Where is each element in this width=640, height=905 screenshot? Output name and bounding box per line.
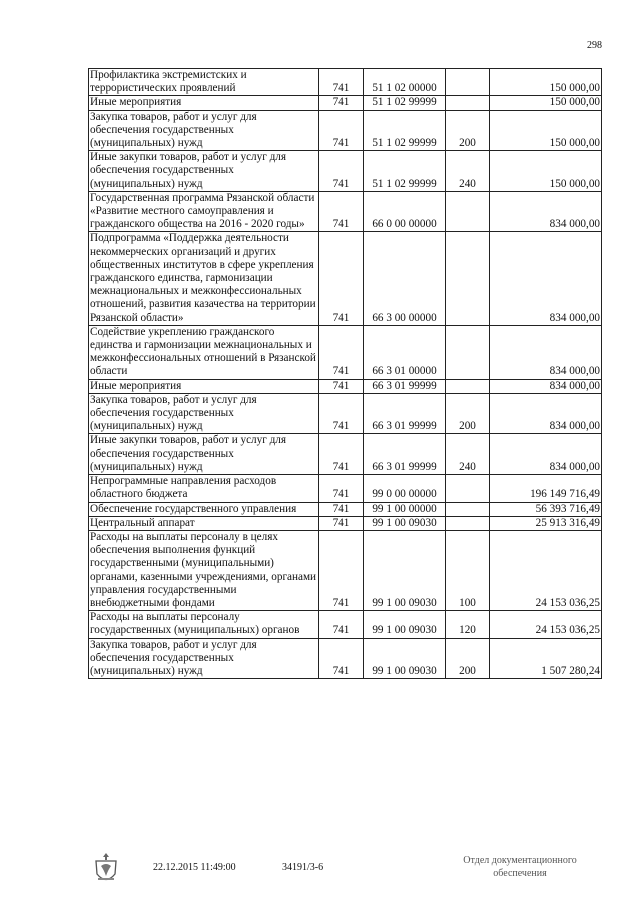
row-vr-cell [446, 475, 490, 502]
row-csr-cell: 99 0 00 00000 [364, 475, 446, 502]
row-sum-cell: 24 153 036,25 [490, 611, 602, 638]
row-vr-cell [446, 232, 490, 325]
stamp-date: 22.12.2015 11:49:00 [153, 862, 236, 873]
row-csr-cell: 66 3 01 99999 [364, 393, 446, 434]
row-code-cell: 741 [319, 110, 364, 151]
row-name-cell: Подпрограмма «Поддержка деятельности некоммерческих организаций и других общественных институтов в сфере укрепления гражданского единства, гармонизации межнациональных и межконфессиональных отношений, развития казачества на территории Рязанской области» [89, 232, 319, 325]
row-csr-cell: 99 1 00 09030 [364, 611, 446, 638]
row-code-cell: 741 [319, 151, 364, 192]
row-code-cell: 741 [319, 638, 364, 679]
table-row [89, 611, 602, 638]
row-name-cell: Иные закупки товаров, работ и услуг для обеспечения государственных (муниципальных) нужд [89, 151, 319, 192]
stamp-document-number: 34191/3-6 [282, 862, 324, 873]
department-stamp: Отдел документационного обеспечения [463, 855, 577, 879]
table-row [89, 191, 602, 232]
row-vr-cell [446, 191, 490, 232]
row-code-cell: 741 [319, 69, 364, 96]
row-name-cell: Профилактика экстремистских и террористических проявлений [89, 69, 319, 96]
row-name-cell: Центральный аппарат [89, 516, 319, 530]
row-name-cell: Иные мероприятия [89, 379, 319, 393]
row-sum-cell: 834 000,00 [490, 232, 602, 325]
table-row [89, 516, 602, 530]
row-csr-cell: 66 3 01 99999 [364, 379, 446, 393]
table-row [89, 110, 602, 151]
budget-table [88, 68, 602, 679]
row-code-cell: 741 [319, 434, 364, 475]
row-vr-cell: 100 [446, 530, 490, 610]
row-vr-cell: 240 [446, 434, 490, 475]
row-name-cell: Иные мероприятия [89, 96, 319, 110]
row-sum-cell: 24 153 036,25 [490, 530, 602, 610]
row-name-cell: Закупка товаров, работ и услуг для обеспечения государственных (муниципальных) нужд [89, 638, 319, 679]
row-code-cell: 741 [319, 516, 364, 530]
row-csr-cell: 99 1 00 09030 [364, 516, 446, 530]
row-csr-cell: 99 1 00 00000 [364, 502, 446, 516]
row-sum-cell: 834 000,00 [490, 434, 602, 475]
row-sum-cell: 150 000,00 [490, 96, 602, 110]
row-vr-cell [446, 96, 490, 110]
row-name-cell: Обеспечение государственного управления [89, 502, 319, 516]
row-name-cell: Иные закупки товаров, работ и услуг для обеспечения государственных (муниципальных) нужд [89, 434, 319, 475]
row-code-cell: 741 [319, 232, 364, 325]
row-csr-cell: 51 1 02 99999 [364, 110, 446, 151]
row-vr-cell [446, 325, 490, 379]
row-name-cell: Государственная программа Рязанской области «Развитие местного самоуправления и гражданского общества на 2016 - 2020 годы» [89, 191, 319, 232]
table-row [89, 502, 602, 516]
table-row [89, 434, 602, 475]
row-csr-cell: 99 1 00 09030 [364, 530, 446, 610]
row-csr-cell: 99 1 00 09030 [364, 638, 446, 679]
table-row [89, 232, 602, 325]
row-csr-cell: 51 1 02 99999 [364, 151, 446, 192]
row-csr-cell: 51 1 02 99999 [364, 96, 446, 110]
footer [0, 840, 640, 900]
page-number: 298 [587, 40, 602, 51]
row-sum-cell: 196 149 716,49 [490, 475, 602, 502]
row-sum-cell: 1 507 280,24 [490, 638, 602, 679]
row-csr-cell: 66 0 00 00000 [364, 191, 446, 232]
row-sum-cell: 834 000,00 [490, 191, 602, 232]
table-row [89, 151, 602, 192]
coat-of-arms-emblem-icon [92, 852, 120, 886]
row-sum-cell: 56 393 716,49 [490, 502, 602, 516]
row-csr-cell: 66 3 01 99999 [364, 434, 446, 475]
row-vr-cell [446, 516, 490, 530]
row-code-cell: 741 [319, 475, 364, 502]
row-vr-cell: 200 [446, 393, 490, 434]
row-name-cell: Закупка товаров, работ и услуг для обеспечения государственных (муниципальных) нужд [89, 110, 319, 151]
row-sum-cell: 834 000,00 [490, 325, 602, 379]
table-row [89, 475, 602, 502]
row-code-cell: 741 [319, 393, 364, 434]
row-vr-cell [446, 379, 490, 393]
row-sum-cell: 25 913 316,49 [490, 516, 602, 530]
row-csr-cell: 66 3 01 00000 [364, 325, 446, 379]
row-sum-cell: 834 000,00 [490, 393, 602, 434]
table-row [89, 379, 602, 393]
row-vr-cell: 200 [446, 110, 490, 151]
row-vr-cell: 200 [446, 638, 490, 679]
row-csr-cell: 66 3 00 00000 [364, 232, 446, 325]
row-vr-cell [446, 69, 490, 96]
row-code-cell: 741 [319, 96, 364, 110]
table-row [89, 325, 602, 379]
row-code-cell: 741 [319, 191, 364, 232]
row-name-cell: Содействие укреплению гражданского единства и гармонизации межнациональных и межконфессиональных отношений в Рязанской области [89, 325, 319, 379]
row-vr-cell: 120 [446, 611, 490, 638]
row-code-cell: 741 [319, 611, 364, 638]
row-name-cell: Расходы на выплаты персоналу государственных (муниципальных) органов [89, 611, 319, 638]
row-sum-cell: 150 000,00 [490, 69, 602, 96]
table-row [89, 69, 602, 96]
row-sum-cell: 150 000,00 [490, 151, 602, 192]
table-row [89, 638, 602, 679]
row-code-cell: 741 [319, 325, 364, 379]
row-code-cell: 741 [319, 502, 364, 516]
row-code-cell: 741 [319, 379, 364, 393]
table-row [89, 393, 602, 434]
table-row [89, 96, 602, 110]
row-code-cell: 741 [319, 530, 364, 610]
row-csr-cell: 51 1 02 00000 [364, 69, 446, 96]
row-name-cell: Непрограммные направления расходов областного бюджета [89, 475, 319, 502]
table-row [89, 530, 602, 610]
row-sum-cell: 150 000,00 [490, 110, 602, 151]
row-name-cell: Расходы на выплаты персоналу в целях обеспечения выполнения функций государственными (муниципальными) органами, казенными учреждениями, органами управления государственными внебюджетными фондами [89, 530, 319, 610]
row-vr-cell [446, 502, 490, 516]
row-name-cell: Закупка товаров, работ и услуг для обеспечения государственных (муниципальных) нужд [89, 393, 319, 434]
row-vr-cell: 240 [446, 151, 490, 192]
row-sum-cell: 834 000,00 [490, 379, 602, 393]
